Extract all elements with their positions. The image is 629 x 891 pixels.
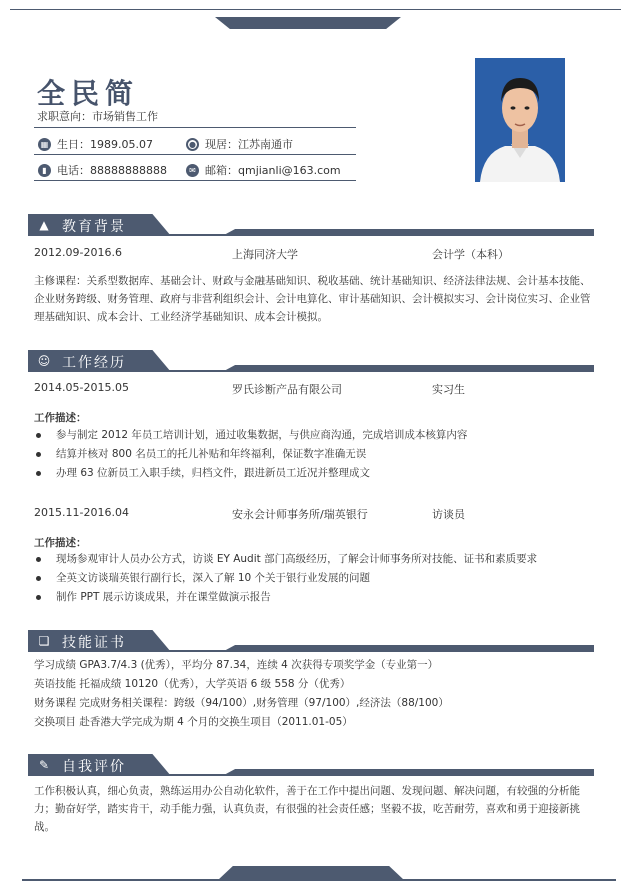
section-skills bbox=[28, 630, 594, 652]
phone-icon: ▮ bbox=[38, 164, 51, 177]
work-role: 实习生 bbox=[432, 383, 465, 396]
list-item: 制作 PPT 展示访谈成果，并在课堂做演示报告 bbox=[34, 588, 537, 607]
section-tail bbox=[224, 769, 594, 775]
mail-icon: ✉ bbox=[186, 164, 199, 177]
location-icon: ● bbox=[186, 138, 199, 151]
section-title: 自我评价 bbox=[62, 759, 126, 775]
top-rule bbox=[10, 9, 621, 10]
address-label: 现居： bbox=[205, 138, 238, 151]
section-tail bbox=[224, 645, 594, 651]
list-item: 办理 63 位新员工入职手续，归档文件，跟进新员工近况并整理成文 bbox=[34, 464, 467, 483]
phone-value: 88888888888 bbox=[90, 163, 167, 177]
section-title: 教育背景 bbox=[62, 219, 126, 235]
bottom-ornament bbox=[218, 866, 404, 880]
pen-icon: ✎ bbox=[38, 758, 50, 772]
info-divider-2 bbox=[34, 154, 356, 155]
work-period: 2014.05-2015.05 bbox=[34, 381, 129, 394]
certificate-icon: ❏ bbox=[38, 634, 50, 648]
list-item: 参与制定 2012 年员工培训计划，通过收集数据，与供应商沟通，完成培训成本核算内容 bbox=[34, 426, 467, 445]
list-item: 全英文访谈瑞英银行副行长，深入了解 10 个关于银行业发展的问题 bbox=[34, 569, 537, 588]
edu-major: 会计学（本科） bbox=[432, 248, 509, 261]
section-work bbox=[28, 350, 594, 372]
birth-info bbox=[38, 136, 153, 152]
work-desc-list bbox=[34, 550, 537, 607]
work-company: 安永会计师事务所/瑞英银行 bbox=[232, 508, 368, 521]
address-info bbox=[186, 136, 293, 152]
skill-line: 英语技能 托福成绩 10120（优秀），大学英语 6 级 558 分（优秀） bbox=[34, 678, 351, 690]
calendar-icon: ▦ bbox=[38, 138, 51, 151]
address-value: 江苏南通市 bbox=[238, 138, 293, 151]
self-eval-text: 工作积极认真，细心负责，熟练运用办公自动化软件，善于在工作中提出问题、发现问题、解决问题，有较强的分析能力；勤奋好学，踏实肯干，动手能力强，认真负责，有很强的社会责任感；坚毅不拔，吃苦耐劳，喜欢和勇于迎接新挑战。 bbox=[34, 785, 580, 833]
work-desc-label: 工作描述： bbox=[34, 412, 87, 424]
birth-value: 1989.05.07 bbox=[90, 137, 153, 151]
skills-list bbox=[34, 656, 449, 732]
birth-label: 生日： bbox=[57, 138, 90, 151]
top-ornament bbox=[215, 17, 401, 29]
person-icon: ☺ bbox=[37, 354, 51, 368]
skill-line: 财务课程 完成财务相关课程：跨级（94/100）,财务管理（97/100）,经济法（88/100） bbox=[34, 697, 449, 709]
work-period: 2015.11-2016.04 bbox=[34, 506, 129, 519]
work-desc-label: 工作描述： bbox=[34, 537, 87, 549]
edu-courses: 主修课程：关系型数据库、基础会计、财政与金融基础知识、税收基础、统计基础知识、经济法律法规、会计基本技能、企业财务跨级、财务管理、政府与非营利组织会计、会计电算化、审计基础知识、会计模拟实习、会计岗位实习、企业管理基础知识、成本会计、工业经济学基础知识、成本会计模拟。 bbox=[34, 275, 591, 323]
work-role: 访谈员 bbox=[432, 508, 465, 521]
candidate-name: 全民简 bbox=[37, 77, 140, 110]
section-title: 技能证书 bbox=[62, 635, 126, 651]
profile-photo bbox=[475, 58, 565, 182]
phone-label: 电话： bbox=[57, 164, 90, 177]
email-label: 邮箱： bbox=[205, 164, 238, 177]
skill-line: 学习成绩 GPA3.7/4.3 (优秀），平均分 87.34，连续 4 次获得专项奖学金（专业第一） bbox=[34, 659, 439, 671]
section-title: 工作经历 bbox=[62, 355, 126, 371]
phone-info bbox=[38, 162, 167, 178]
skill-line: 交换项目 赴香港大学完成为期 4 个月的交换生项目（2011.01-05） bbox=[34, 716, 353, 728]
section-tail bbox=[224, 229, 594, 235]
work-desc-list bbox=[34, 426, 467, 483]
edu-period: 2012.09-2016.6 bbox=[34, 246, 122, 259]
email-info bbox=[186, 162, 341, 178]
job-intent: 求职意向：市场销售工作 bbox=[37, 110, 158, 123]
info-divider-3 bbox=[34, 180, 356, 181]
edu-school: 上海同济大学 bbox=[232, 248, 298, 261]
list-item: 现场参观审计人员办公方式，访谈 EY Audit 部门高级经历，了解会计师事务所对技能、证书和素质要求 bbox=[34, 550, 537, 569]
graduation-cap-icon: ▲ bbox=[39, 218, 49, 232]
work-company: 罗氏诊断产品有限公司 bbox=[232, 383, 342, 396]
list-item: 结算并核对 800 名员工的托儿补贴和年终福利，保证数字准确无误 bbox=[34, 445, 467, 464]
section-education bbox=[28, 214, 594, 236]
section-tail bbox=[224, 365, 594, 371]
email-value: qmjianli@163.com bbox=[238, 163, 341, 177]
info-divider-1 bbox=[34, 127, 356, 128]
section-self-eval bbox=[28, 754, 594, 776]
